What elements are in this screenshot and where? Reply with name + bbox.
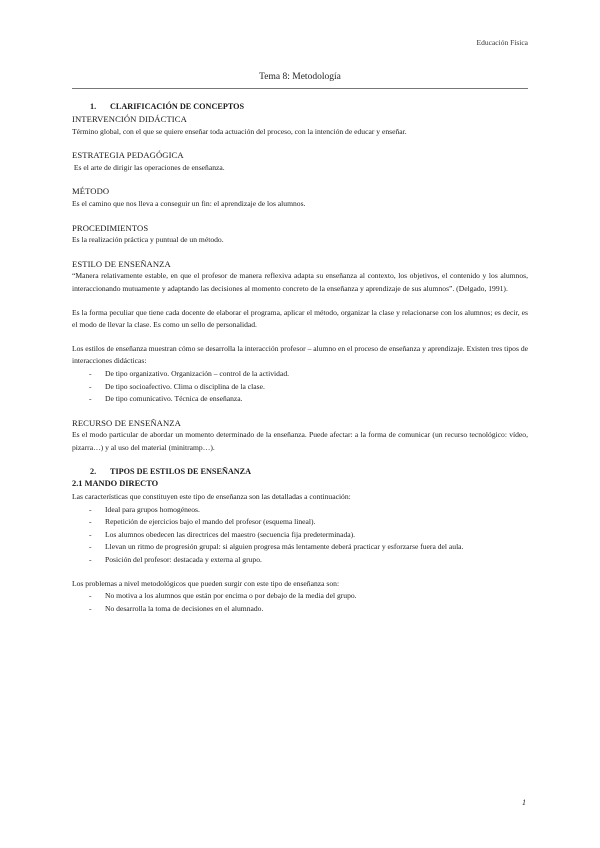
section-1-title: CLARIFICACIÓN DE CONCEPTOS [110,102,245,111]
list-item: - De tipo comunicativo. Técnica de enseñanza. [72,393,528,406]
section-1-heading [72,100,528,113]
definition-intervencion: Término global, con el que se quiere enseñar toda actuación del proceso, con la intención de educar y enseñar. [72,126,407,136]
definition-procedimientos: Es la realización práctica y puntual de un método. [72,235,224,245]
list-item: - No motiva a los alumnos que están por encima o por debajo de la media del grupo. [72,590,528,603]
list-item: - Ideal para grupos homogéneos. [72,504,528,517]
list-item: - No desarrolla la toma de decisiones en el alumnado. [72,603,528,616]
problems-intro: Los problemas a nivel metodológicos que pueden surgir con este tipo de enseñanza son: [72,578,340,588]
title-divider [72,88,528,89]
document-body [72,100,528,615]
section-2-number: 2. [90,467,97,477]
list-item: - Llevan un ritmo de progresión grupal: si alguien progresa más lentamente deberá practicar y esforzarse fuera del aula. [72,541,528,554]
term-recurso: RECURSO DE ENSEÑANZA [72,417,181,428]
page-number: 1 [522,798,526,807]
definition-estrategia: Es el arte de dirigir las operaciones de enseñanza. [72,162,225,172]
estilo-paragraph-2: Es la forma peculiar que tiene cada docente de elaborar el programa, aplicar el método, organizar la clase y relacionarse con los alumnos; es decir, es el modo de llevar la clase. Es como un sello de personalidad. [72,307,528,330]
page-title: Tema 8: Metodología [259,72,341,82]
term-intervencion: INTERVENCIÓN DIDÁCTICA [72,114,187,124]
estilo-quote: “Manera relativamente estable, en que el profesor de manera reflexiva adapta su enseñanza al contexto, los objetivos, el contenido y los alumnos, interaccionando mutuamente y adaptando las decisiones al momento concreto de la enseñanza y aprendizaje de sus alumnos”. (Delgado, 1991). [72,271,528,293]
subsection-2-1-heading: 2.1 MANDO DIRECTO [72,479,159,489]
list-item: - Los alumnos obedecen las directrices del maestro (secuencia fija predeterminada). [72,529,528,542]
list-item: - Posición del profesor: destacada y externa al grupo. [72,554,528,567]
definition-metodo: Es el camino que nos lleva a conseguir un fin: el aprendizaje de los alumnos. [72,198,306,208]
term-metodo: MÉTODO [72,186,110,197]
characteristics-list [72,504,528,567]
term-estilo: ESTILO DE ENSEÑANZA [72,258,171,269]
term-procedimientos: PROCEDIMIENTOS [72,222,149,233]
mando-directo-intro: Las características que constituyen este tipo de enseñanza son las detalladas a continuación: [72,492,351,502]
term-estrategia: ESTRATEGIA PEDAGÓGICA [72,150,184,161]
problems-list [72,590,528,615]
estilo-paragraph-3: Los estilos de enseñanza muestran cómo se desarrolla la interacción profesor – alumno en el proceso de enseñanza y aprendizaje. Existen tres tipos de interacciones didácticas: [72,343,528,366]
section-2-title: TIPOS DE ESTILOS DE ENSEÑANZA [110,467,252,477]
section-2-heading [72,465,528,478]
list-item: - Repetición de ejercicios bajo el mando del profesor (esquema lineal). [72,516,528,529]
interaction-types-list [72,368,528,406]
list-item: - De tipo organizativo. Organización – control de la actividad. [72,368,528,381]
list-item: - De tipo socioafectivo. Clima o disciplina de la clase. [72,381,528,394]
section-1-number: 1. [90,102,97,111]
definition-recurso: Es el modo particular de abordar un momento determinado de la enseñanza. Puede afectar: a la forma de comunicar (un recurso tecnológico: vídeo, pizarra…) y al uso del material (minitramp…). [72,430,528,452]
running-header: Educación Física [476,38,528,47]
